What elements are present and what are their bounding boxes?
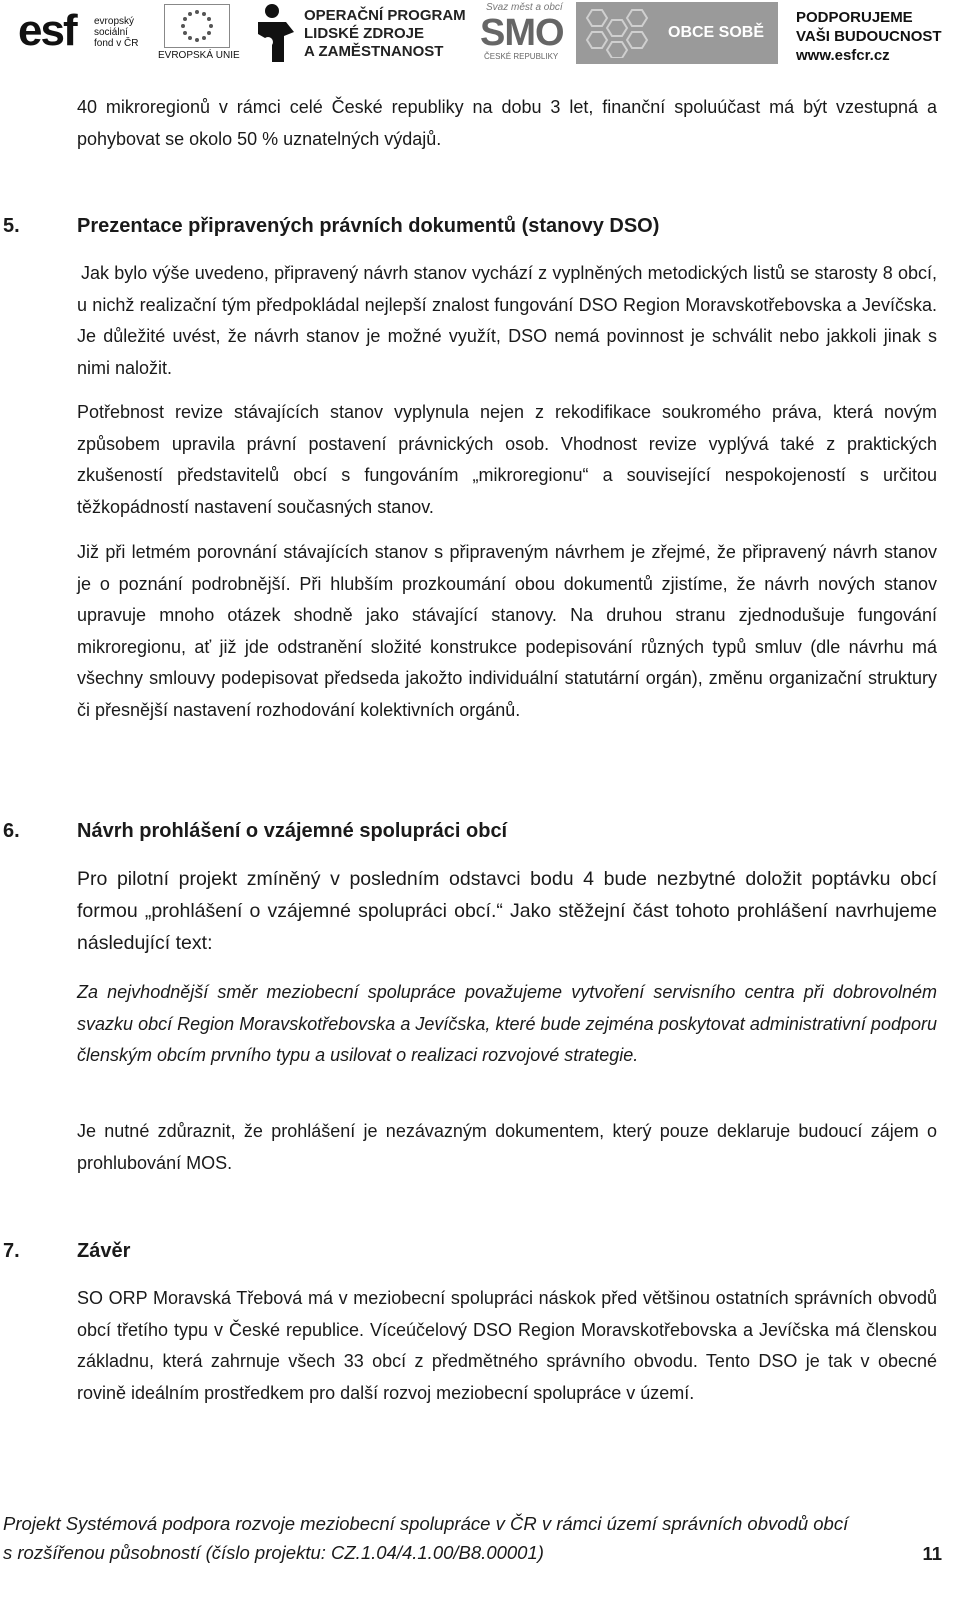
section-6-number: 6. (3, 820, 20, 842)
op-logo (252, 2, 467, 64)
section-5-paragraph-3: Již při letmém porovnání stávajících stanov s připraveným návrhem je zřejmé, že připravený návrh stanov je o poznání podrobnější. Při hlubším prozkoumání obou dokumentů zjistíme, že návrh nových stanov upravuje mnoho otázek shodně jako stávající stanovy. Na druhou stranu zjednodušuje fungování mikroregionu, ať již jde odstranění složité konstrukce podepisování různých typů smluv (dle návrhu má všechny smlouvy podepisovat předseda jakožto individuální statutární orgán), změnu organizační struktury či přesnější nastavení rozhodování kolektivních orgánů. (77, 542, 937, 720)
section-6-title: Návrh prohlášení o vzájemné spolupráci obcí (77, 820, 508, 842)
esf-text: evropský sociální fond v ČR (94, 16, 139, 49)
section-5-paragraph-1: Jak bylo výše uvedeno, připravený návrh stanov vychází z vyplněných metodických listů se starosty 8 obcí, u nichž realizační tým předpokládal nejlepší znalost fungování DSO Region Moravskotřebovska a Jevíčska. Je důležité uvést, že návrh stanov je možné využít, DSO nemá povinnost je schválit nebo jakkoli jinak s nimi naložit. (77, 263, 937, 378)
eu-flag-icon (164, 4, 230, 48)
footer-line-2: s rozšířenou působností (číslo projektu: CZ.1.04/4.1.00/B8.00001) (3, 1542, 544, 1563)
section-6-quote: Za nejvhodnější směr meziobecní spolupráce považujeme vytvoření servisního centra při dobrovolném svazku obcí Region Moravskotřebovska a Jevíčska, které bude zejména poskytovat administrativní podporu členským obcím prvního typu a usilovat o realizaci rozvojové strategie. (77, 982, 937, 1065)
section-6-paragraph-2: Je nutné zdůraznit, že prohlášení je nezávazným dokumentem, který pouze deklaruje budoucí zájem o prohlubování MOS. (77, 1121, 937, 1173)
esf-logo (14, 2, 149, 64)
logo-bar (14, 0, 946, 68)
obce-sobe-logo: OBCE SOBĚ (576, 2, 778, 64)
section-6-paragraph-1: Pro pilotní projekt zmíněný v posledním odstavci bodu 4 bude nezbytné doložit poptávku obcí formou „prohlášení o vzájemné spolupráci obcí.“ Jako stěžejní část tohoto prohlášení navrhujeme následující text: (77, 868, 937, 954)
eu-logo (154, 2, 242, 64)
section-7-number: 7. (3, 1240, 20, 1262)
section-5-paragraph-2: Potřebnost revize stávajících stanov vyplynula nejen z rekodifikace soukromého práva, která novým způsobem upravila právní postavení právnických osob. Vhodnost revize vyplývá také z praktických zkušeností představitelů obcí s fungováním „mikroregionu“ a související nespokojeností s určitou těžkopádností nastavení současných stanov. (77, 402, 937, 517)
eu-label: EVROPSKÁ UNIE (158, 50, 240, 61)
smo-logo: Svaz měst a obcí SMO ČESKÉ REPUBLIKY (480, 2, 564, 61)
footer-line-1: Projekt Systémová podpora rozvoje meziobecní spolupráce v ČR v rámci území správních obvodů obcí (3, 1513, 849, 1534)
esf-mark: esf (18, 6, 76, 55)
op-text: OPERAČNÍ PROGRAM LIDSKÉ ZDROJE A ZAMĚSTNANOST (304, 7, 466, 60)
section-5-title: Prezentace připravených právních dokumentů (stanovy DSO) (77, 215, 660, 237)
people-icon (254, 2, 298, 64)
intro-paragraph: 40 mikroregionů v rámci celé České republiky na dobu 3 let, finanční spoluúčast má být vzestupná a pohybovat se okolo 50 % uznatelných výdajů. (77, 97, 937, 149)
section-7-title: Závěr (77, 1240, 131, 1262)
section-5-number: 5. (3, 215, 20, 237)
page-number: 11 (922, 1543, 942, 1564)
section-7-paragraph-1: SO ORP Moravská Třebová má v meziobecní spolupráci náskok před většinou ostatních správních obvodů obcí třetího typu v České republice. Víceúčelový DSO Region Moravskotřebovska a Jevíčska má členskou základnu, která zahrnuje všech 33 obcí z předmětného správního obvodu. Tento DSO je tak v obecné rovině ideálním prostředkem pro další rozvoj meziobecní spolupráce v území. (77, 1288, 937, 1403)
hexagon-pattern-icon (582, 8, 658, 58)
podporujeme-logo: PODPORUJEME VAŠI BUDOUCNOST www.esfcr.cz (796, 9, 942, 64)
